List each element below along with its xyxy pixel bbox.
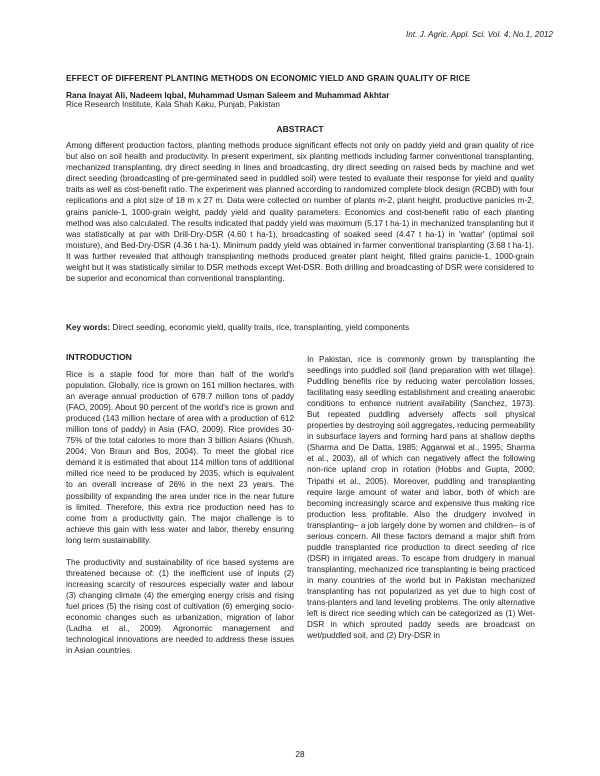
intro-paragraph-3: In Pakistan, rice is commonly grown by transplanting the seedlings into puddled soil (land preparation with wet tillage). Puddling benefits rice by reducing water percolation losses, facilitating easy seedling establishment and creating anaerobic conditions to enhance nutrient availability (Sanchez, 1973). But repeated puddling adversely affects soil physical properties by destroying soil aggregates, reducing permeability in subsurface layers and forming hard pans at shallow depths (Sharma and De Datta, 1985; Aggarwal et al., 1995; Sharma et al., 2003), all of which can negatively affect the following non-rice upland crop in rotation (Hobbs and Gupta, 2000; Tripathi et al., 2005). Moreover, puddling and transplanting require large amount of water and labor, both of which are becoming increasingly scarce and expensive thus making rice production less profitable. Also the drudgery involved in transplanting– a job largely done by women and children– is of serious concern. All these factors demand a major shift from puddle transplanted rice production to direct seeding of rice (DSR) in irrigated areas. To escape from drudgery in manual transplanting, mechanized rice transplanting is being practiced in many countries of the world but in Pakistan mechanized transplanting has not popularized as yet due to high cost of trans-planters and land leveling problems. The only alternative left is direct rice seeding which can be categorized as (1) Wet-DSR in which sprouted paddy seeds are broadcast on wet/puddled soil, and (2) Dry-DSR in [307,355,535,641]
author-list: Rana Inayat Ali, Nadeem Iqbal, Muhammad Usman Saleem and Muhammad Akhtar [66,90,390,100]
left-column [66,369,294,656]
abstract-text: Among different production factors, planting methods produce significant effects not only on paddy yield and grain quality of rice but also on soil health and productivity. In present experiment, six planting methods including farmer conventional transplanting, mechanized transplanting, dry direct seeding in lines and broadcasting, dry direct seeding on raised beds by machine and wet direct seeding (broadcasting of pre-germinated seed in puddled soil) were tested to evaluate their response for yield and quality traits as well as cost-benefit ratio. The experiment was planned according to randomized complete block design (RCBD) with four replications and a plot size of 18 m x 27 m. Data were collected on number of plants m-2, plant height, productive panicles m-2, grains panicle-1, 1000-grain weight, paddy yield and quality parameters. Economics and cost-benefit ratio of each planting method was also calculated. The results indicated that paddy yield was maximum (5.17 t ha-1) in mechanized transplanting but it was statistically at par with Drill-Dry-DSR (4.60 t ha-1), broadcasting of soaked seed (4.47 t ha-1) in 'wattar' (optimal soil moisture), and Bed-Dry-DSR (4.36 t ha-1). Minimum paddy yield was obtained in farmer conventional transplanting (3.68 t ha-1). It was further revealed that although transplanting methods produced greater plant height, filled grains panicle-1, 1000-grain weight but it was statistically similar to DSR methods except Wet-DSR. Both drilling and broadcasting of DSR were considered to be superior and economical than conventional transplanting. [66,141,534,284]
paper-title: EFFECT OF DIFFERENT PLANTING METHODS ON ECONOMIC YIELD AND GRAIN QUALITY OF RICE [66,73,471,83]
affiliation: Rice Research Institute, Kala Shah Kaku, Punjab, Pakistan [66,100,280,109]
right-column [307,354,535,641]
keywords-label: Key words: [66,323,111,332]
page-number: 28 [295,749,305,759]
introduction-heading: INTRODUCTION [66,352,132,362]
keywords-text: Direct seeding, economic yield, quality traits, rice, transplanting, yield components [110,323,410,332]
keywords [66,323,536,332]
journal-header: Int. J. Agric. Appl. Sci. Vol. 4, No.1, 2012 [406,30,553,39]
abstract-heading: ABSTRACT [276,124,324,134]
intro-paragraph-1: Rice is a staple food for more than half of the world's population. Globally, rice is grown on 161 million hectares, with an average annual production of 678.7 million tons of paddy (FAO, 2009). About 90 percent of the world's rice is grown and produced (143 million hectare of area with a production of 612 million tons of paddy) in Asia (FAO, 2009). Rice provides 30-75% of the total calories to more than 3 billion Asians (Khush, 2004; Von Braun and Bos, 2004). To meet the global rice demand it is estimated that about 114 million tons of additional milled rice need to be produced by 2035, which is equivalent to an overall increase of 26% in the next 23 years. The possibility of expanding the area under rice in the near future is limited. Therefore, this extra rice production need has to come from a productivity gain. The major challenge is to achieve this gain with less water and labor, thereby ensuring long term sustainability. [66,370,294,545]
intro-paragraph-2: The productivity and sustainability of rice based systems are threatened because of: (1) the inefficient use of inputs (2) increasing scarcity of resources especially water and labour (3) changing climate (4) the emerging energy crisis and rising fuel prices (5) the rising cost of cultivation (6) emerging socio-economic changes such as urbanization, migration of labor (Ladha et al., 2009). Agronomic management and technological innovations are needed to address these issues in Asian countries. [66,557,294,656]
